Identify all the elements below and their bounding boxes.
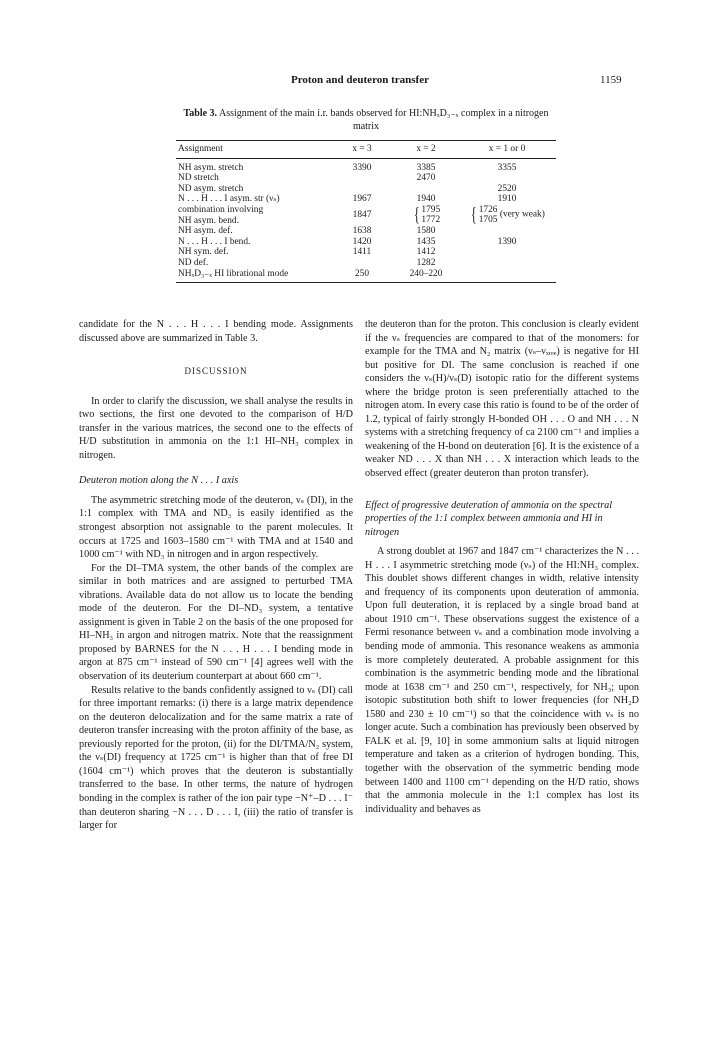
table-cell: 1940	[416, 194, 436, 205]
table-cell: NH sym. def.	[178, 247, 229, 258]
paragraph: the deuteron than for the proton. This conclusion is clearly evident if the νₛ frequencies are compared to that of the monomers: for example for the TMA and N₂ matrix (νₛ–νₓᵣₑₑ) is negative for HI but positive for DI. The same conclusion is reached if one considers the νₛ(H)/νₛ(D) isotopic ratio for the different systems where the bridge proton is seen preferentially attached to the nitrogen atom. In every case this ratio is found to be of the order of 1.2, typical of fairly strongly H-bonded OH . . . O and NH . . . N systems with a stretching frequency of ca 2100 cm⁻¹ and implies a weakening of the H-bond on deuteration [6]. It is the existence of a weaker ND . . . X than NH . . . X interaction which leads to the observed effect (greater deuteron than proton transfer).	[365, 319, 639, 480]
value-stack	[421, 205, 440, 225]
table-cell: 1435	[416, 236, 436, 247]
page-number: 1159	[600, 74, 622, 86]
table-cell: 1390	[497, 236, 517, 247]
table-cell: 3355	[497, 162, 517, 173]
table-cell	[458, 258, 556, 269]
table-cell	[394, 205, 458, 226]
paragraph: For the DI–TMA system, the other bands of the complex are similar in both matrices and are assigned to perturbed TMA vibrations. Available data do not allow us to locate the bending mode of the deuteron. For the DI–ND₃ system, a tentative assignment is given in Table 2 on the basis of the one proposed for HI–NH₃ in argon and nitrogen matrix. Note that the reassignment proposed by BARNES for the N . . . H . . . I bending mode in argon at 875 cm⁻¹ instead of 590 cm⁻¹ [4] agrees well with the observation of its deuterium counterpart at about 660 cm⁻¹.	[79, 562, 353, 683]
assignment-table	[176, 140, 556, 283]
table-cell: NH asym. def.	[178, 226, 233, 237]
column-header: x = 2	[394, 141, 458, 159]
table-cell: NH asym. stretch	[178, 162, 244, 173]
table-cell	[458, 226, 556, 237]
right-text-column	[365, 318, 639, 816]
table-cell	[458, 269, 556, 283]
table-bottom-rule	[176, 283, 556, 284]
table-cell: 240–220	[409, 268, 443, 279]
subsection-heading: Deuteron motion along the N . . . I axis	[79, 475, 239, 487]
assignment-line: combination involving	[178, 204, 264, 215]
value-stack	[479, 205, 498, 225]
table-label: Table 3.	[183, 108, 218, 119]
table-cell	[458, 173, 556, 184]
left-text-column	[79, 318, 353, 833]
table-cell: 250	[354, 268, 370, 279]
table-cell	[330, 184, 394, 195]
paragraph: Results relative to the bands confidently assigned to νₛ (DI) call for three important remarks: (i) there is a large matrix dependence on the deuteron delocalization and for the same matrix a rate of deuteron transfer increasing with the proton affinity of the base, as previously reported for the proton, (ii) for the DI/TMA/N₂ system, the νₛ(DI) frequency at 1725 cm⁻¹ is higher than that of free DI (1604 cm⁻¹) which proves that the deuteron is substantially transferred to the base. In other terms, the nature of hydrogen bonding in the complex is rather of the ion pair type −N⁺–D . . . I⁻ than deuteron sharing −N . . . D . . . I, (iii) the ratio of transfer is larger for	[79, 684, 353, 832]
table-caption	[176, 107, 556, 133]
brace-glyph: {	[413, 203, 420, 226]
table-cell: ND def.	[178, 257, 209, 268]
table-cell	[176, 205, 330, 226]
paragraph: A strong doublet at 1967 and 1847 cm⁻¹ characterizes the N . . . H . . . I asymmetric stretching mode (νₛ) of the HI:NH₃ complex. This doublet shows different changes in width, relative intensity and frequency of its components upon deuteration of ammonia. Upon full deuteration, it is replaced by a single broad band at about 1910 cm⁻¹. These observations suggest the existence of a Fermi resonance between νₛ and a combination mode involving a bending mode of ammonia. This resonance weakens as ammonia is more completely deuterated. A probable assignment for this combination is the asymmetric bending mode and the librational mode at 1638 cm⁻¹ and 250 cm⁻¹, respectively, for NH₃; upon isotopic substitution both shift to lower frequencies (for NH₂D 1580 and 230 ± 10 cm⁻¹) so that the coincidence with νₛ is no longer acute. Such a combination has previously been observed by FALK et al. [9, 10] in some ammonium salts at liquid nitrogen temperature and taken as a criterion of hydrogen bonding. This, together with the observation of the symmetric bending mode between 1400 and 1100 cm⁻¹ depending on the H/D ratio, shows that the ammonia molecule in the 1:1 complex has lost its individuality and behaves as	[365, 546, 639, 815]
intensity-note: (very weak)	[499, 209, 545, 220]
running-title: Proton and deuteron transfer	[290, 74, 429, 86]
table-cell	[458, 205, 556, 226]
table-cell: 3390	[352, 162, 372, 173]
subsection-heading: Effect of progressive deuteration of ammonia on the spectral properties of the 1:1 complex between ammonia and HI in nitrogen	[365, 499, 613, 538]
paragraph: candidate for the N . . . H . . . I bending mode. Assignments discussed above are summarized in Table 3.	[79, 319, 353, 344]
value-top: 1726	[478, 204, 498, 215]
table-row	[176, 226, 556, 237]
table-cell: ND asym. stretch	[178, 183, 244, 194]
column-header: x = 1 or 0	[458, 141, 556, 159]
table-cell: N . . . H . . . I asym. str (νₛ)	[178, 194, 280, 205]
table-row	[176, 258, 556, 269]
table-cell: 1967	[352, 194, 372, 205]
table-header-row	[176, 141, 556, 159]
table-row	[176, 205, 556, 226]
value-bottom: 1772	[421, 214, 441, 225]
table-cell: N . . . H . . . I bend.	[178, 236, 251, 247]
table-row	[176, 269, 556, 283]
table-cell: 2470	[416, 173, 436, 184]
paragraph: The asymmetric stretching mode of the deuteron, νₛ (DI), in the 1:1 complex with TMA and ND₃ is easily identified as the strongest absorption not assignable to the parent molecules. It occurs at 1725 and 1603–1580 cm⁻¹ with TMA and at 1540 and 1000 cm⁻¹ with ND₃ in nitrogen and in argon respectively.	[79, 494, 353, 561]
table-cell: 1910	[497, 194, 517, 205]
table-cell: NHₓD₃₋ₓ HI librational mode	[178, 268, 289, 279]
brace-glyph: {	[471, 203, 477, 226]
value-bottom: 1705	[478, 214, 498, 225]
table-cell: ND stretch	[178, 173, 219, 184]
table-cell: 2520	[497, 183, 517, 194]
table-cell: 1412	[416, 247, 436, 258]
table-cell	[330, 173, 394, 184]
section-heading: DISCUSSION	[184, 366, 248, 377]
table-row	[176, 158, 556, 173]
table-row	[176, 237, 556, 248]
table-cell: 1420	[352, 236, 372, 247]
column-header: x = 3	[330, 141, 394, 159]
value-top: 1795	[421, 204, 441, 215]
column-header: Assignment	[176, 141, 330, 159]
table-cell	[394, 184, 458, 195]
table-row	[176, 184, 556, 195]
table-cell: 1580	[416, 226, 436, 237]
table-row	[176, 247, 556, 258]
table-cell: 3385	[416, 162, 436, 173]
table-cell: 1282	[416, 257, 436, 268]
table-cell	[458, 247, 556, 258]
table-cell: 1638	[352, 226, 372, 237]
assignment-line: NH asym. bend.	[178, 215, 239, 226]
table-cell: 1411	[352, 247, 372, 258]
table-row	[176, 173, 556, 184]
paragraph: In order to clarify the discussion, we shall analyse the results in two sections, the first one devoted to the comparison of H/D transfer in the various matrices, the second one to the effects of H/D substitution in ammonia on the 1:1 HI–NH₃ complex in nitrogen.	[79, 395, 353, 461]
table-cell: 1847	[352, 210, 372, 221]
table-caption-text: Assignment of the main i.r. bands observed for HI:NHₓD₃₋ₓ complex in a nitrogen matrix	[218, 108, 549, 132]
table-cell	[330, 258, 394, 269]
table-row	[176, 194, 556, 205]
